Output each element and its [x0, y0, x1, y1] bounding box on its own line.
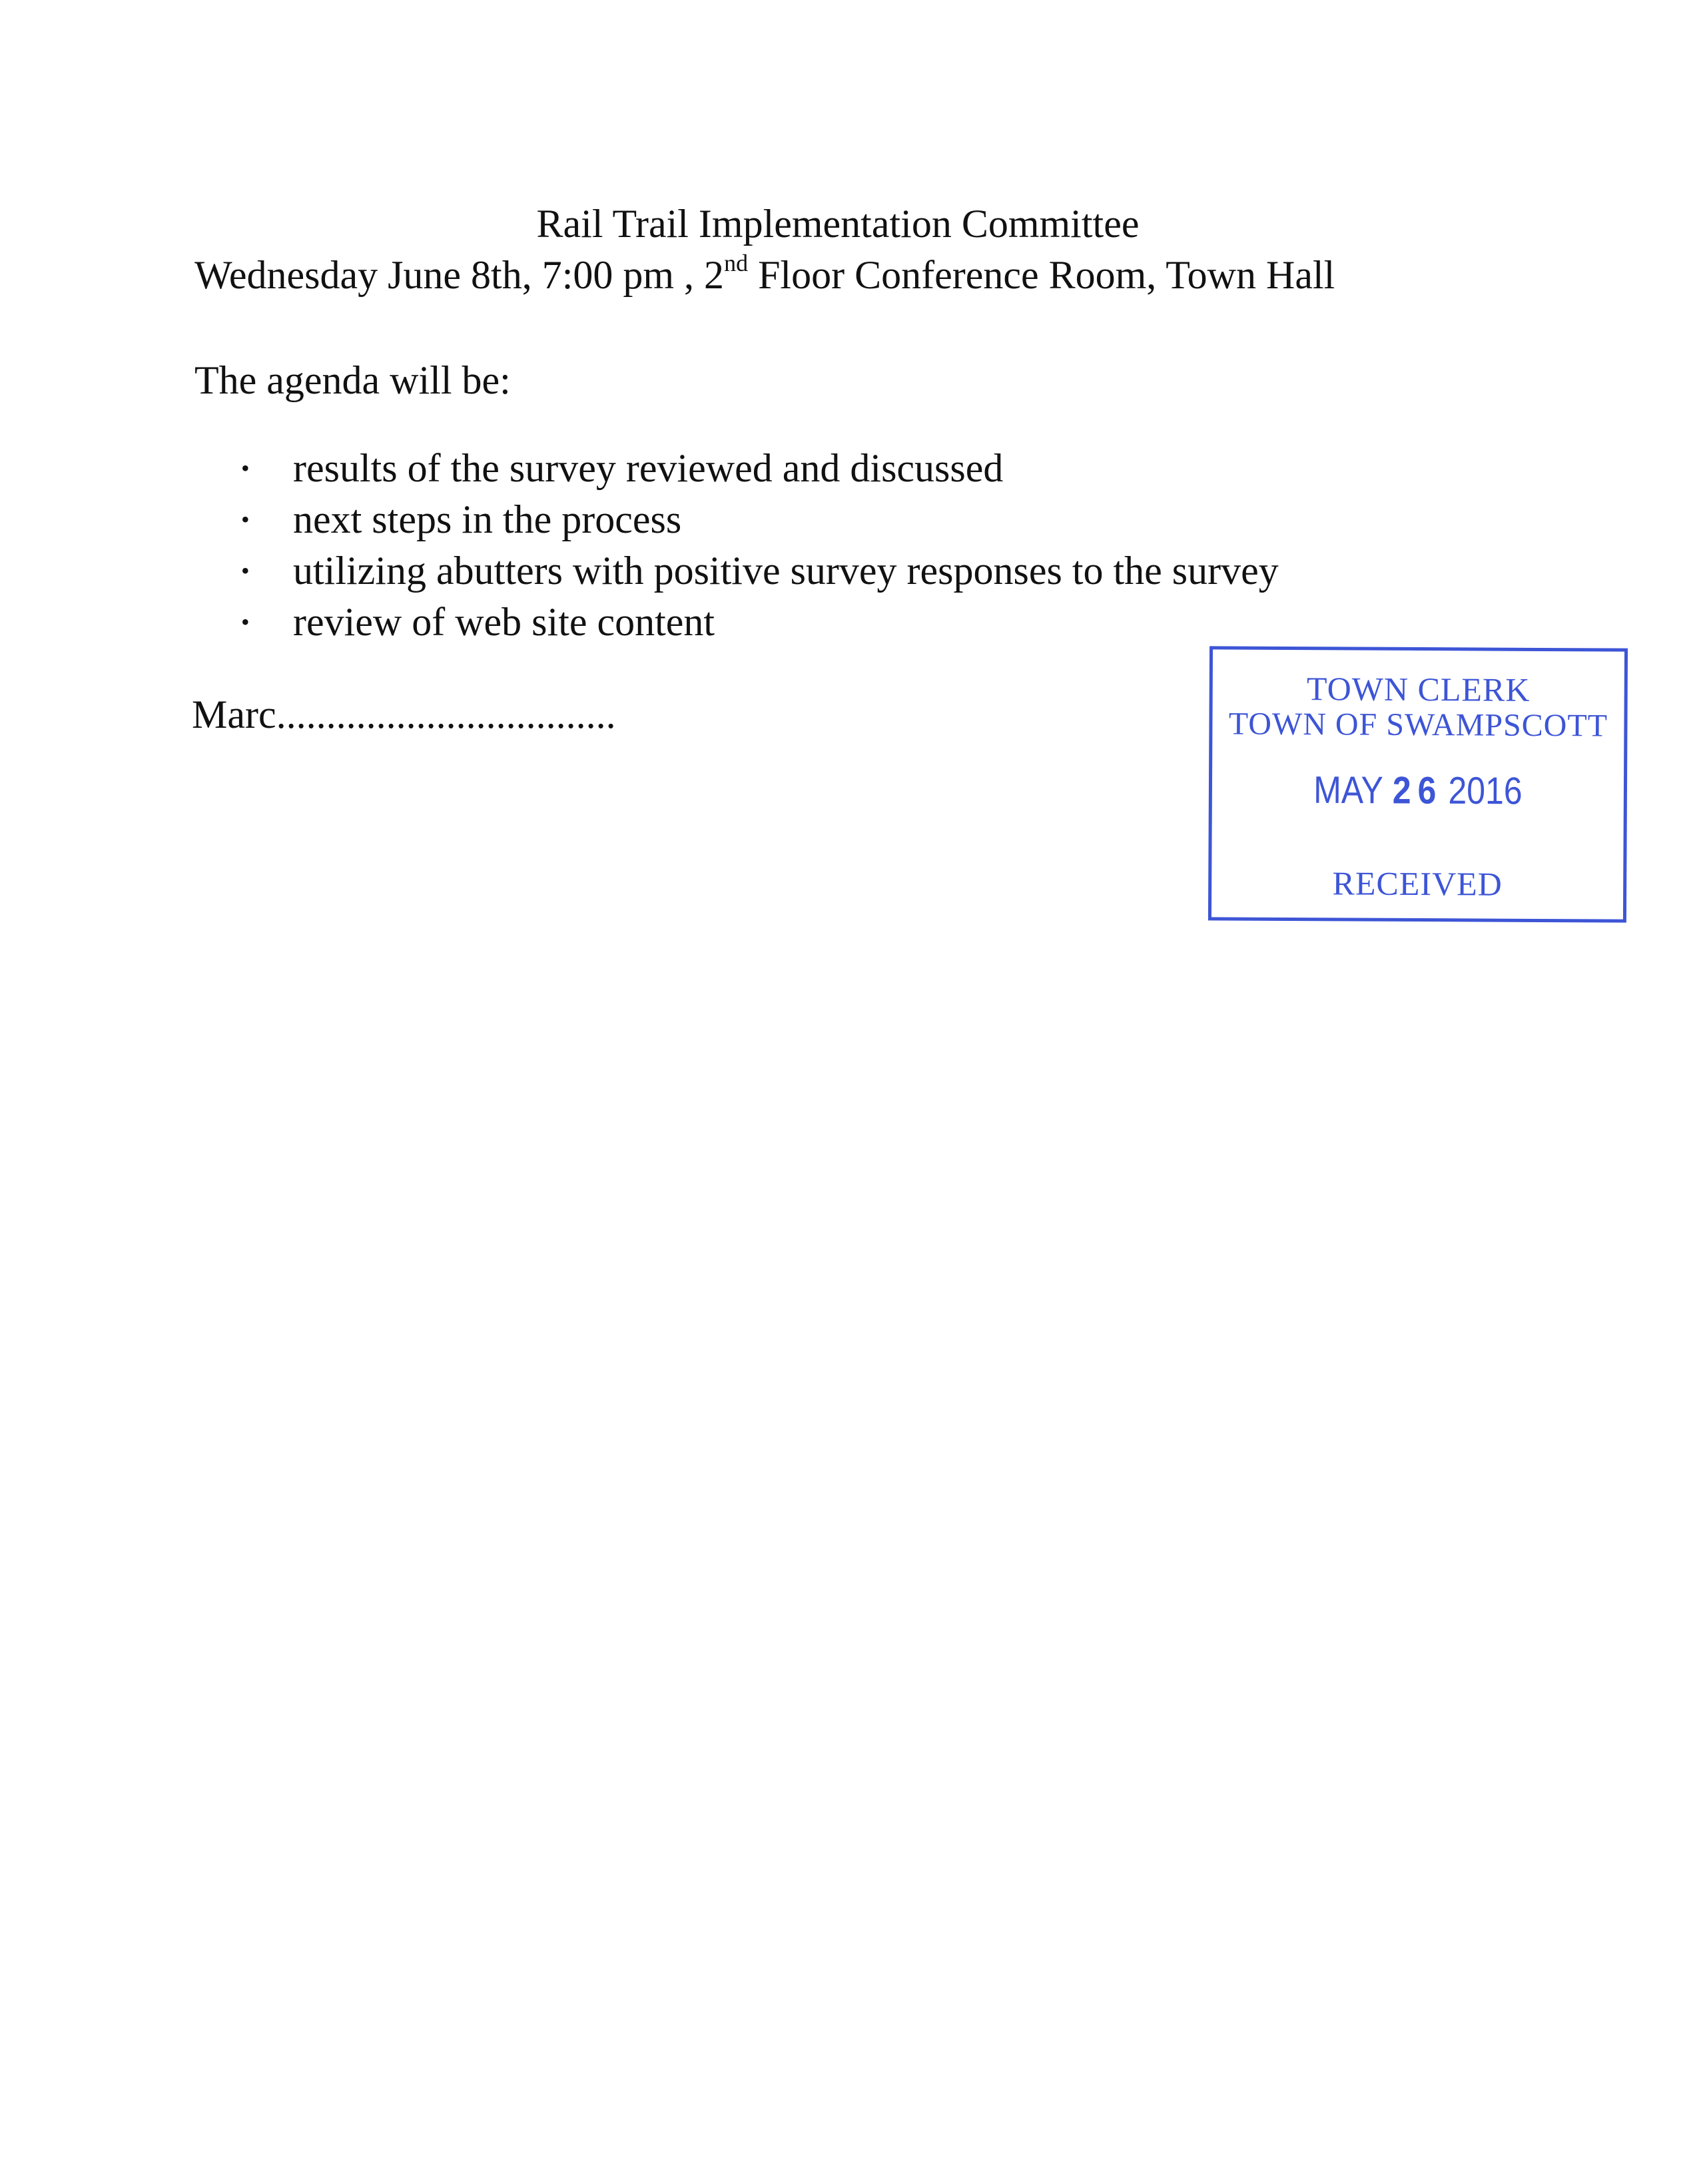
- bullet-icon: •: [241, 506, 250, 533]
- meeting-details-prefix: Wednesday June 8th, 7:00 pm , 2: [194, 253, 725, 297]
- stamp-status: RECEIVED: [1332, 864, 1503, 903]
- stamp-year: 2016: [1448, 769, 1523, 813]
- agenda-item-text: results of the survey reviewed and discussed: [293, 446, 1004, 490]
- meeting-details: [194, 251, 1335, 299]
- stamp-month: MAY: [1313, 768, 1384, 812]
- stamp-town: TOWN OF SWAMPSCOTT: [1228, 706, 1608, 744]
- agenda-intro: The agenda will be:: [194, 358, 511, 402]
- ordinal-suffix: nd: [724, 250, 749, 276]
- bullet-icon: •: [241, 609, 250, 635]
- stamp-day: 26: [1392, 768, 1443, 812]
- agenda-item-text: review of web site content: [293, 600, 715, 644]
- signature: Marc..................................: [192, 692, 616, 736]
- agenda-item-text: next steps in the process: [293, 497, 682, 541]
- stamp-office: TOWN CLERK: [1306, 670, 1531, 708]
- received-stamp: [1208, 646, 1628, 922]
- document-title: Rail Trail Implementation Committee: [536, 202, 1140, 246]
- bullet-icon: •: [241, 557, 250, 584]
- stamp-date: [1212, 766, 1624, 814]
- bullet-icon: •: [241, 455, 250, 481]
- agenda-item-text: utilizing abutters with positive survey responses to the survey: [293, 549, 1279, 593]
- meeting-details-suffix: Floor Conference Room, Town Hall: [748, 253, 1335, 297]
